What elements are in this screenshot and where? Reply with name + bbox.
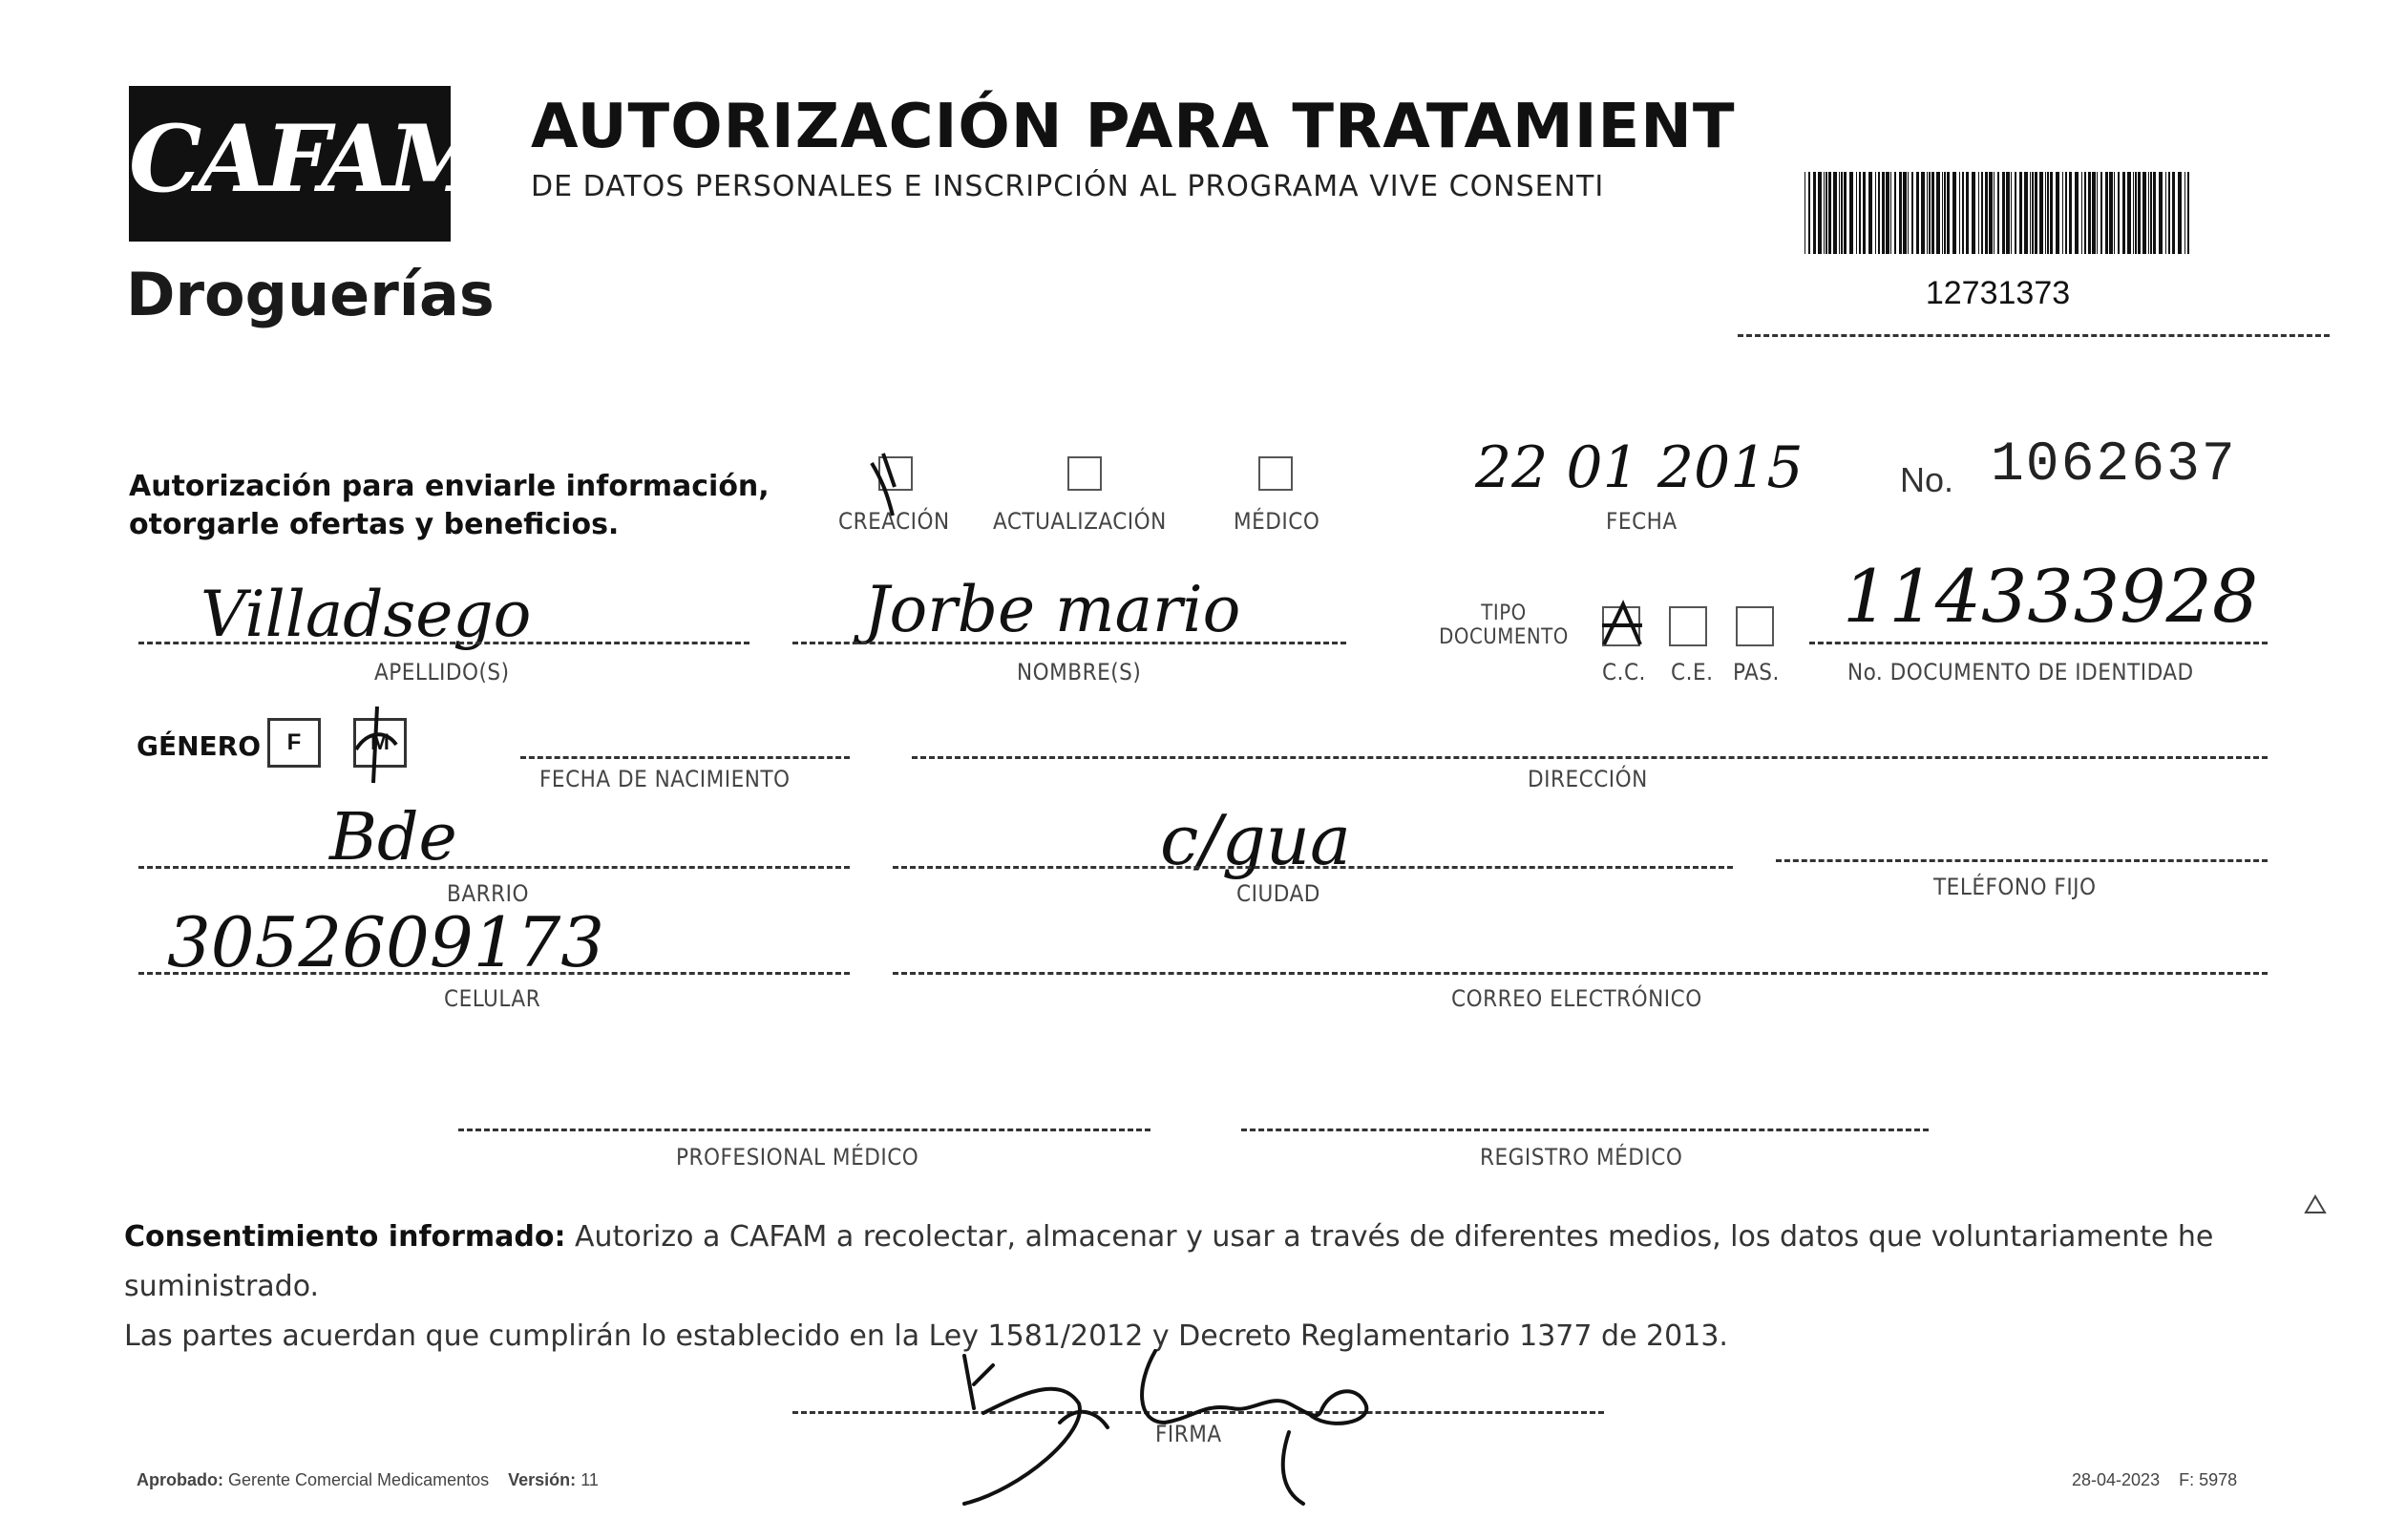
genero-f-checkbox[interactable]: F [267, 718, 321, 768]
pas-label: PAS. [1733, 659, 1780, 686]
profesional-medico-label: PROFESIONAL MÉDICO [676, 1144, 919, 1171]
actualizacion-checkbox[interactable] [1067, 456, 1102, 491]
documento-line [1809, 642, 2268, 644]
approved-label: Aprobado: [137, 1470, 223, 1489]
documento-label: No. DOCUMENTO DE IDENTIDAD [1847, 659, 2194, 686]
brand-subtitle: Droguerías [126, 260, 495, 329]
number-label: No. [1900, 460, 1954, 499]
form-title: AUTORIZACIÓN PARA TRATAMIENT [531, 92, 1736, 162]
consent-line-1: Autorizo a CAFAM a recolectar, almacenar y usar a través de diferentes medios, los datos que voluntariamente he suministrado. [124, 1220, 2214, 1303]
approved-value: Gerente Comercial Medicamentos [228, 1470, 490, 1489]
barrio-label: BARRIO [447, 880, 529, 907]
ce-checkbox[interactable] [1669, 606, 1707, 646]
ce-label: C.E. [1671, 659, 1714, 686]
barcode [1804, 172, 2191, 254]
divider [1738, 334, 2330, 337]
signature-label: FIRMA [1155, 1421, 1222, 1447]
intro-line-2: otorgarle ofertas y beneficios. [129, 508, 620, 541]
consent-line-2: Las partes acuerdan que cumplirán lo establecido en la Ley 1581/2012 y Decreto Reglamentario 1377 de 2013. [124, 1319, 1728, 1353]
direccion-line [912, 756, 2268, 759]
telefono-fijo-line [1776, 859, 2268, 862]
registro-medico-label: REGISTRO MÉDICO [1480, 1144, 1683, 1171]
medico-label: MÉDICO [1234, 508, 1320, 535]
intro-text [129, 468, 770, 544]
cc-label: C.C. [1602, 659, 1646, 686]
direccion-label: DIRECCIÓN [1528, 766, 1648, 792]
form-subtitle: DE DATOS PERSONALES E INSCRIPCIÓN AL PROGRAMA VIVE CONSENTI [531, 170, 1605, 203]
check-mark-icon [1594, 597, 1652, 654]
celular-value[interactable]: 3052609173 [167, 902, 605, 982]
documento-value[interactable]: 114333928 [1843, 554, 2259, 639]
profesional-medico-line [458, 1129, 1150, 1131]
registro-medico-line [1241, 1129, 1929, 1131]
date-label: FECHA [1606, 508, 1678, 535]
celular-label: CELULAR [444, 985, 541, 1012]
creacion-label: CREACIÓN [838, 508, 950, 535]
medico-checkbox[interactable] [1258, 456, 1293, 491]
footer-meta [2072, 1470, 2237, 1490]
form-number: 1062637 [1991, 434, 2237, 496]
correo-line [893, 972, 2268, 975]
consent-heading: Consentimiento informado: [124, 1220, 566, 1254]
version-label: Versión: [508, 1470, 577, 1489]
pas-checkbox[interactable] [1736, 606, 1774, 646]
footer-code: F: 5978 [2179, 1470, 2238, 1489]
signature-image [945, 1318, 1442, 1508]
barrio-value[interactable]: Bde [329, 800, 457, 875]
ciudad-line [893, 866, 1733, 869]
date-value[interactable]: 22 01 2015 [1475, 434, 1804, 501]
footer-date: 28-04-2023 [2072, 1470, 2161, 1489]
apellidos-line [138, 642, 749, 644]
barrio-line [138, 866, 850, 869]
nombres-line [792, 642, 1346, 644]
logo-text: CAFAM [129, 105, 487, 213]
apellidos-value[interactable]: Villadsego [200, 578, 532, 651]
recycle-icon [2301, 1193, 2330, 1222]
check-mark-icon [348, 702, 406, 788]
barcode-number: 12731373 [1925, 275, 2071, 311]
nombres-label: NOMBRE(S) [1017, 659, 1142, 686]
fecha-nacimiento-line [520, 756, 850, 759]
telefono-fijo-label: TELÉFONO FIJO [1933, 874, 2097, 900]
nombres-value[interactable]: Jorbe mario [864, 573, 1241, 646]
fecha-nacimiento-label: FECHA DE NACIMIENTO [539, 766, 791, 792]
ciudad-value[interactable]: c/gua [1160, 800, 1351, 880]
apellidos-label: APELLIDO(S) [374, 659, 510, 686]
genero-label: GÉNERO [137, 730, 262, 762]
ciudad-label: CIUDAD [1236, 880, 1320, 907]
genero-m-checkbox[interactable]: M [353, 718, 407, 768]
correo-label: CORREO ELECTRÓNICO [1451, 985, 1702, 1012]
footer-approval [137, 1470, 599, 1490]
celular-line [138, 972, 850, 975]
version-value: 11 [580, 1470, 599, 1489]
actualizacion-label: ACTUALIZACIÓN [993, 508, 1167, 535]
intro-line-1: Autorización para enviarle información, [129, 470, 770, 503]
tipo-documento-label: TIPO DOCUMENTO [1439, 601, 1569, 649]
